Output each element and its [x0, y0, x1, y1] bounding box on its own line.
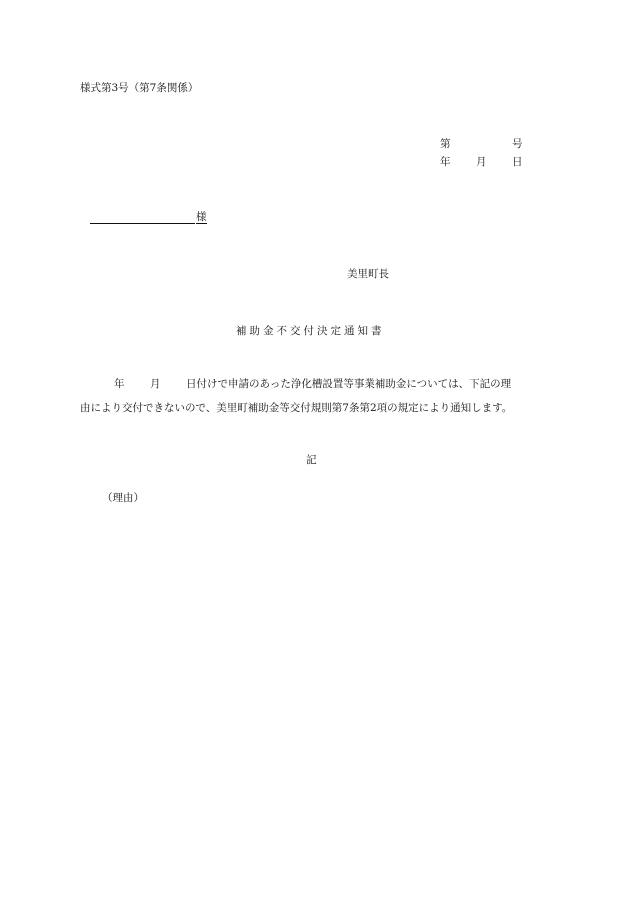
- body-paragraph: [80, 379, 550, 414]
- document-number-date-block: [440, 139, 530, 169]
- document-number-prefix: 第: [440, 138, 451, 150]
- reason-label: （理由）: [102, 492, 144, 504]
- form-number: 様式第3号（第7条関係）: [80, 82, 199, 94]
- addressee: [90, 212, 207, 224]
- addressee-honorific: 様: [196, 211, 207, 223]
- document-number-suffix: 号: [512, 138, 523, 150]
- body-line-2: 由により交付できないので、美里町補助金等交付規則第7条第2項の規定により通知します。: [80, 402, 513, 414]
- document-title: 補助金不交付決定通知書: [236, 325, 385, 337]
- date-month-label: 月: [476, 156, 487, 168]
- date-year-label: 年: [440, 156, 451, 168]
- date-day-label: 日: [512, 156, 523, 168]
- body-line-1-text: 日付けで申請のあった浄化槽設置等事業補助金については、下記の理: [186, 378, 512, 390]
- document-number: [440, 139, 530, 151]
- issuer: 美里町長: [347, 268, 389, 280]
- note-mark: 記: [306, 454, 317, 466]
- body-month-label: 月: [150, 378, 161, 390]
- addressee-name-blank: [90, 213, 195, 224]
- body-year-label: 年: [114, 378, 125, 390]
- body-line-1: [80, 379, 550, 391]
- issue-date: [440, 157, 530, 169]
